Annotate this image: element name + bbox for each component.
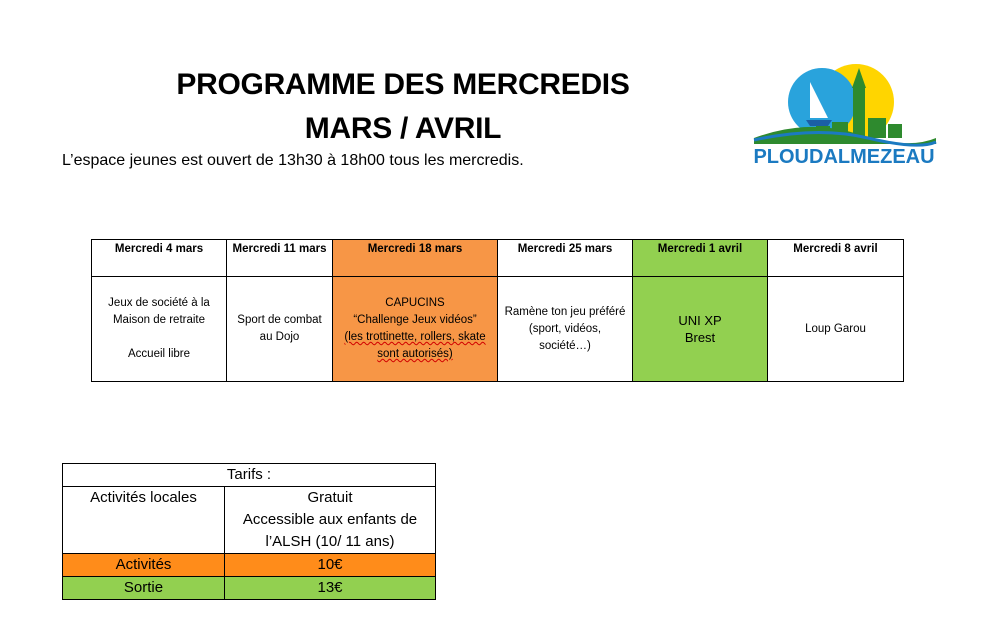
activity-cell — [768, 277, 904, 382]
tarif-row — [63, 554, 436, 577]
tarif-value: 10€ — [225, 554, 436, 577]
page-subtitle: MARS / AVRIL — [304, 112, 502, 145]
activity-line — [98, 329, 220, 346]
schedule-activity-row — [92, 277, 904, 382]
tarifs-title-row — [63, 464, 436, 487]
activity-cell — [498, 277, 633, 382]
day-header: Mercredi 18 mars — [333, 240, 498, 277]
activity-line: (les trottinette, rollers, skate — [344, 331, 486, 343]
activity-cell — [333, 277, 498, 382]
activity-cell — [92, 277, 227, 382]
activity-cell — [633, 277, 768, 382]
activity-line: sont autorisés) — [377, 348, 453, 360]
activity-line: Brest — [684, 330, 716, 345]
page-title: PROGRAMME DES MERCREDIS — [176, 68, 630, 101]
tarif-label: Activités locales — [63, 487, 225, 554]
activity-line: Ramène ton jeu préféré — [504, 305, 626, 318]
activity-line: Loup Garou — [805, 322, 866, 335]
day-header: Mercredi 11 mars — [227, 240, 333, 277]
tarif-row — [63, 487, 436, 554]
tarifs-title: Tarifs : — [63, 464, 436, 487]
activity-cell — [227, 277, 333, 382]
activity-line: Sport de combat — [237, 314, 322, 326]
ploudalmezeau-logo — [748, 62, 940, 170]
activity-line: UNI XP — [678, 313, 722, 328]
tarif-value — [225, 487, 436, 554]
activity-line: Accueil libre — [128, 348, 190, 360]
boat-hull-shape — [806, 120, 832, 126]
day-header: Mercredi 8 avril — [768, 240, 904, 277]
schedule-table — [91, 239, 904, 382]
intro-text: L’espace jeunes est ouvert de 13h30 à 18h00 tous les mercredis. — [62, 152, 524, 169]
tarif-line: Gratuit — [307, 489, 353, 506]
tarif-row — [63, 577, 436, 600]
activity-line: au Dojo — [259, 331, 300, 343]
activity-line: Jeux de société à la — [108, 297, 210, 309]
tarif-line: l’ALSH (10/ 11 ans) — [265, 533, 395, 550]
tarif-value: 13€ — [225, 577, 436, 600]
logo-text: PLOUDALMEZEAU — [753, 146, 935, 168]
tarif-label: Sortie — [63, 577, 225, 600]
tarif-label: Activités — [63, 554, 225, 577]
day-header: Mercredi 1 avril — [633, 240, 768, 277]
activity-line: CAPUCINS — [385, 297, 445, 309]
activity-line: Maison de retraite — [112, 314, 206, 326]
tarif-line: Accessible aux enfants de — [242, 511, 418, 528]
day-header: Mercredi 4 mars — [92, 240, 227, 277]
day-header: Mercredi 25 mars — [498, 240, 633, 277]
schedule-header-row — [92, 240, 904, 277]
activity-line: “Challenge Jeux vidéos” — [353, 314, 477, 326]
tarifs-table — [62, 463, 436, 600]
activity-line: (sport, vidéos, société…) — [528, 322, 602, 352]
